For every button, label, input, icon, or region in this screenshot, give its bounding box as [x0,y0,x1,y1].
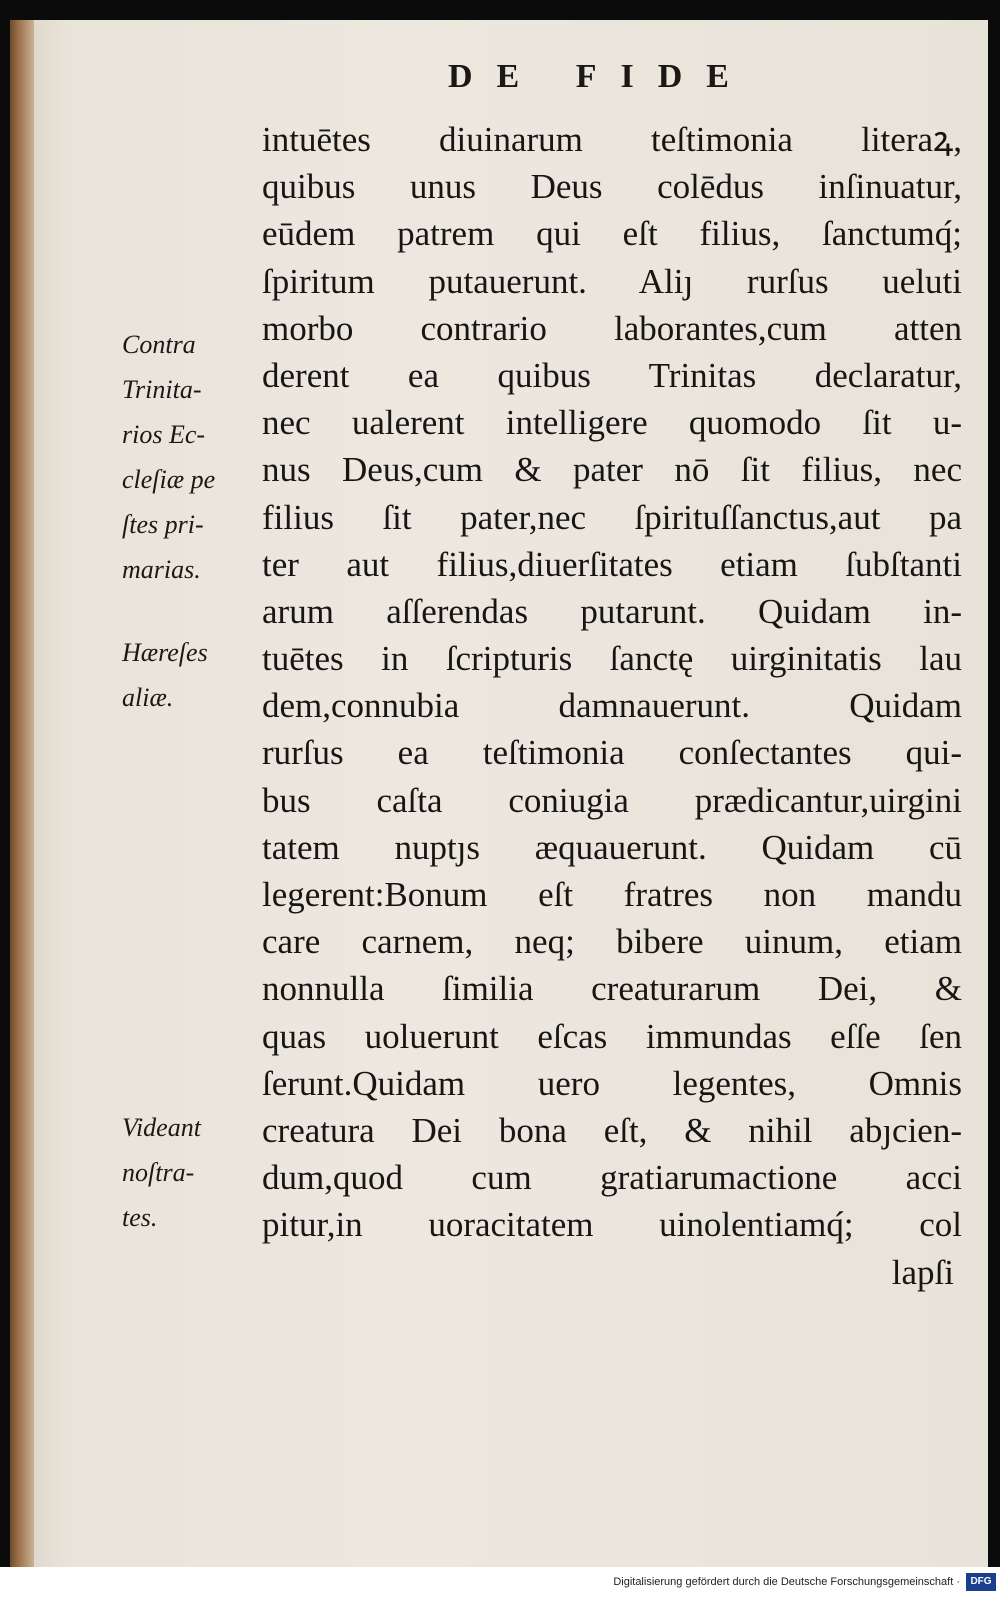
margin-note-line: tes. [122,1203,158,1232]
margin-note-haereses [122,630,244,720]
margin-note-line: Videant [122,1113,201,1142]
margin-note-contra-trinitarios [122,322,244,592]
footer-bar [0,1567,1000,1601]
text-line: ter aut filius,diuerſitates etiam ſubſtanti [262,544,962,584]
text-line: care carnem, neq; bibere uinum, etiam [262,922,962,962]
body-text [262,116,962,1296]
text-line: quibus unus Deus colēdus inſinuatur, [262,167,962,207]
text-line: intuētes diuinarum teſtimonia literaꝝ, [262,120,962,159]
text-line: nus Deus,cum & pater nō ſit filius, nec [262,450,962,490]
text-line: morbo contrario laborantes,cum atten [262,308,962,348]
text-line: filius ſit pater,nec ſpirituſſanctus,aut pa [262,497,962,537]
margin-note-line: aliæ. [122,683,174,712]
margin-note-line: cleſiæ pe [122,465,216,494]
margin-note-line: noſtra- [122,1158,195,1187]
margin-note-line: ſtes pri- [122,510,204,539]
text-line: ſpiritum putauerunt. Aliȷ rurſus ueluti [262,261,962,301]
catchword: lapſi [891,1252,954,1292]
text-line: tatem nuptȷs æquauerunt. Quidam cū [262,827,962,867]
text-line: dum,quod cum gratiarumactione acci [262,1158,962,1198]
text-line: creatura Dei bona eſt, & nihil abȷcien- [262,1110,962,1150]
margin-note-line: rios Ec- [122,420,206,449]
text-line: pitur,in uoracitatem uinolentiamq́; col [262,1205,962,1245]
funding-credit: Digitalisierung gefördert durch die Deutsche Forschungsgemeinschaft · [613,1576,960,1588]
margin-note-videant [122,1105,244,1240]
text-line: arum aſſerendas putarunt. Quidam in- [262,591,962,631]
text-line: eūdem patrem qui eſt filius, ſanctumq́; [262,214,962,254]
book-spine [10,20,34,1567]
text-line: ſerunt.Quidam uero legentes, Omnis [262,1063,962,1103]
margin-note-line: Contra [122,330,196,359]
text-line: rurſus ea teſtimonia conſectantes qui- [262,733,962,773]
text-line: bus caſta coniugia prædicantur,uirgini [262,780,962,820]
margin-note-line: Hæreſes [122,638,208,667]
text-line: nec ualerent intelligere quomodo ſit u- [262,403,962,443]
margin-note-line: Trinita- [122,375,202,404]
text-line: dem,connubia damnauerunt. Quidam [262,686,962,726]
text-line: quas uoluerunt eſcas immundas eſſe ſen [262,1016,962,1056]
running-head: DE FIDE [448,58,753,95]
text-line: derent ea quibus Trinitas declaratur, [262,355,962,395]
dfg-logo-icon: DFG [966,1573,996,1591]
text-line: nonnulla ſimilia creaturarum Dei, & [262,969,962,1009]
margin-note-line: marias. [122,555,201,584]
text-line: tuētes in ſcripturis ſanctę uirginitatis lau [262,639,962,679]
text-line: legerent:Bonum eſt fratres non mandu [262,875,962,914]
